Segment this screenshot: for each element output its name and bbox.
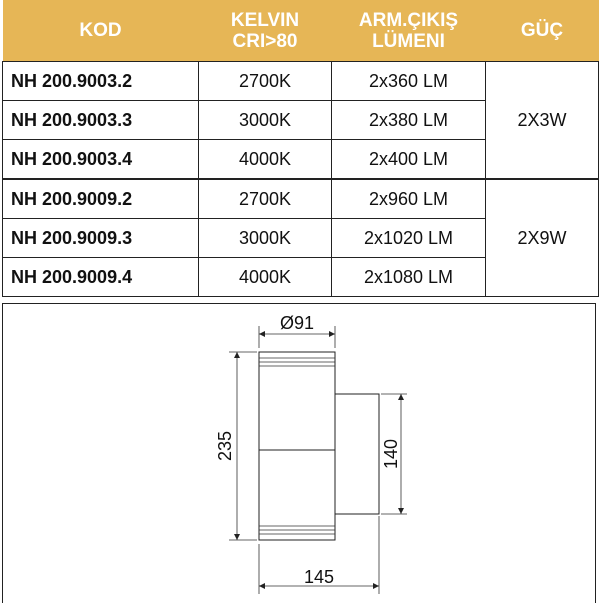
arrow-head [234,534,240,540]
row-kelvin: 4000K [199,258,332,297]
fixture-body [259,352,335,540]
header-row [3,0,599,62]
arrow-head [329,331,335,337]
row-lumen: 2x400 LM [332,140,486,180]
row-code: NH 200.9009.2 [3,179,199,219]
row-power: 2X3W [486,62,599,180]
row-kelvin: 3000K [199,101,332,140]
arrow-head [259,331,265,337]
header-power: GÜÇ [486,0,599,62]
dim-diameter-label: Ø91 [279,313,315,333]
row-lumen: 2x1020 LM [332,219,486,258]
row-code: NH 200.9003.4 [3,140,199,180]
fixture-drawing-svg [3,304,597,604]
row-lumen: 2x960 LM [332,179,486,219]
table-row [3,62,599,101]
row-power: 2X9W [486,179,599,297]
spec-table [2,0,599,297]
header-lumen: ARM.ÇIKIŞ LÜMENI [332,0,486,62]
row-lumen: 2x1080 LM [332,258,486,297]
row-kelvin: 4000K [199,140,332,180]
row-kelvin: 3000K [199,219,332,258]
row-lumen: 2x380 LM [332,101,486,140]
row-kelvin: 2700K [199,62,332,101]
arrow-head [398,394,404,400]
row-code: NH 200.9003.2 [3,62,199,101]
row-lumen: 2x360 LM [332,62,486,101]
header-code: KOD [3,0,199,62]
header-kelvin: KELVIN CRI>80 [199,0,332,62]
row-code: NH 200.9009.3 [3,219,199,258]
row-code: NH 200.9003.3 [3,101,199,140]
dim-depth-label: 145 [303,567,335,587]
dim-height-label: 235 [215,430,235,462]
dim-bracket-label: 140 [381,438,401,470]
arrow-head [373,583,379,589]
technical-drawing [2,303,596,603]
table-row [3,179,599,219]
arrow-head [259,583,265,589]
row-code: NH 200.9009.4 [3,258,199,297]
arrow-head [234,352,240,358]
row-kelvin: 2700K [199,179,332,219]
wall-bracket [335,394,379,514]
arrow-head [398,508,404,514]
